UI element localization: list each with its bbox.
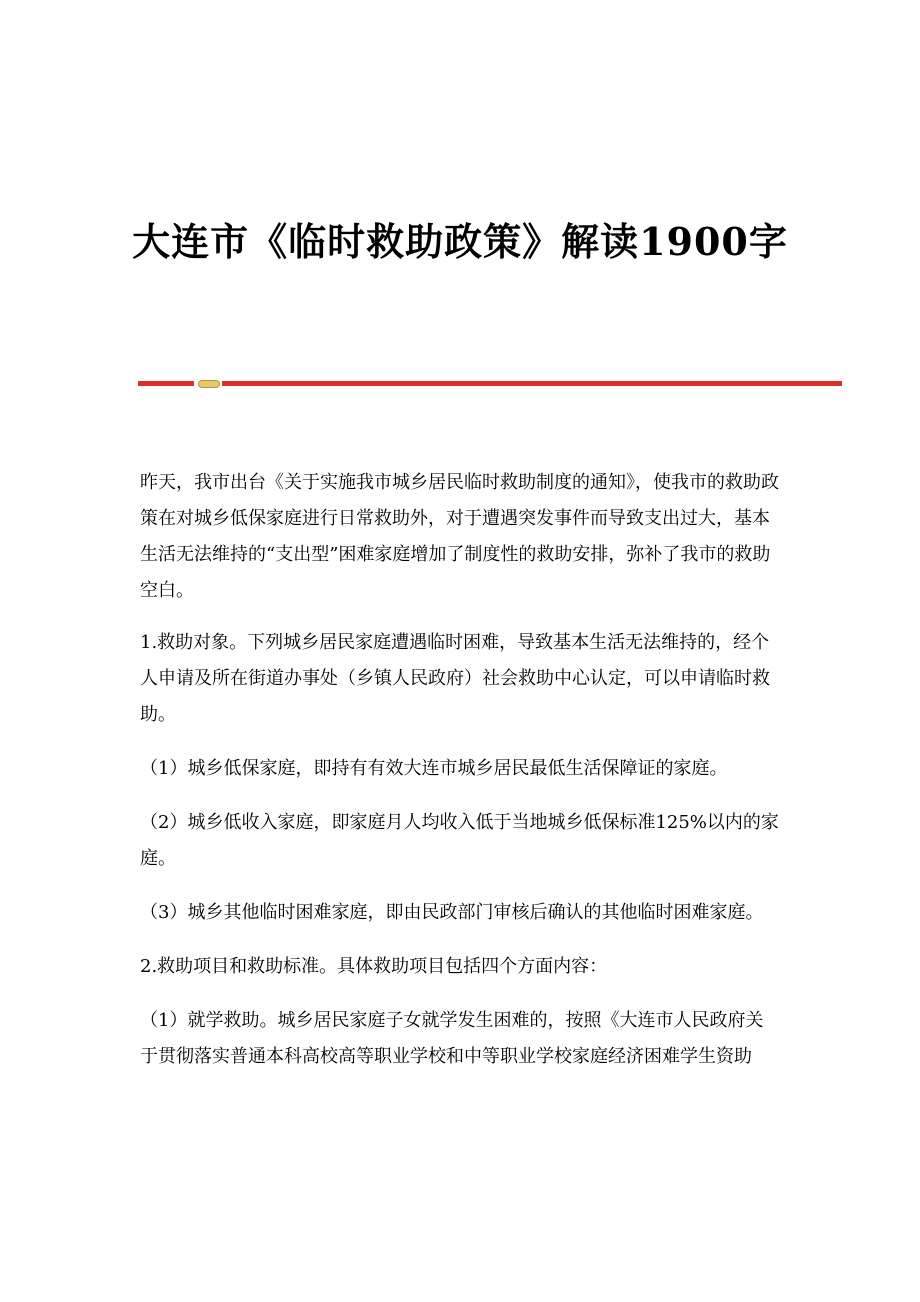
divider-ornament-icon <box>198 380 220 388</box>
paragraph-item-1-2: （2）城乡低收入家庭，即家庭月人均收入低于当地城乡低保标准125%以内的家庭。 <box>140 812 779 869</box>
paragraph-item-1-1: （1）城乡低保家庭，即持有有效大连市城乡居民最低生活保障证的家庭。 <box>140 758 728 779</box>
title-divider <box>138 380 842 390</box>
paragraph-section-2: 2.救助项目和救助标准。具体救助项目包括四个方面内容： <box>140 956 608 977</box>
document-title: 大连市《临时救助政策》解读1900字 <box>132 219 788 264</box>
paragraph-section-1: 1.救助对象。下列城乡居民家庭遭遇临时困难，导致基本生活无法维持的，经个人申请及所在街道办事处（乡镇人民政府）社会救助中心认定，可以申请临时救助。 <box>140 632 770 725</box>
paragraph-item-1-3: （3）城乡其他临时困难家庭，即由民政部门审核后确认的其他临时困难家庭。 <box>140 902 764 923</box>
paragraph-item-2-1: （1）就学救助。城乡居民家庭子女就学发生困难的，按照《大连市人民政府关于贯彻落实普通本科高校高等职业学校和中等职业学校家庭经济困难学生资助 <box>140 1010 764 1067</box>
divider-left-segment <box>138 381 194 386</box>
divider-right-segment <box>222 381 842 386</box>
paragraph-intro: 昨天，我市出台《关于实施我市城乡居民临时救助制度的通知》，使我市的救助政策在对城乡低保家庭进行日常救助外，对于遭遇突发事件而导致支出过大，基本生活无法维持的“支出型”困难家庭增加了制度性的救助安排，弥补了我市的救助空白。 <box>140 472 779 601</box>
document-body <box>140 465 780 1075</box>
